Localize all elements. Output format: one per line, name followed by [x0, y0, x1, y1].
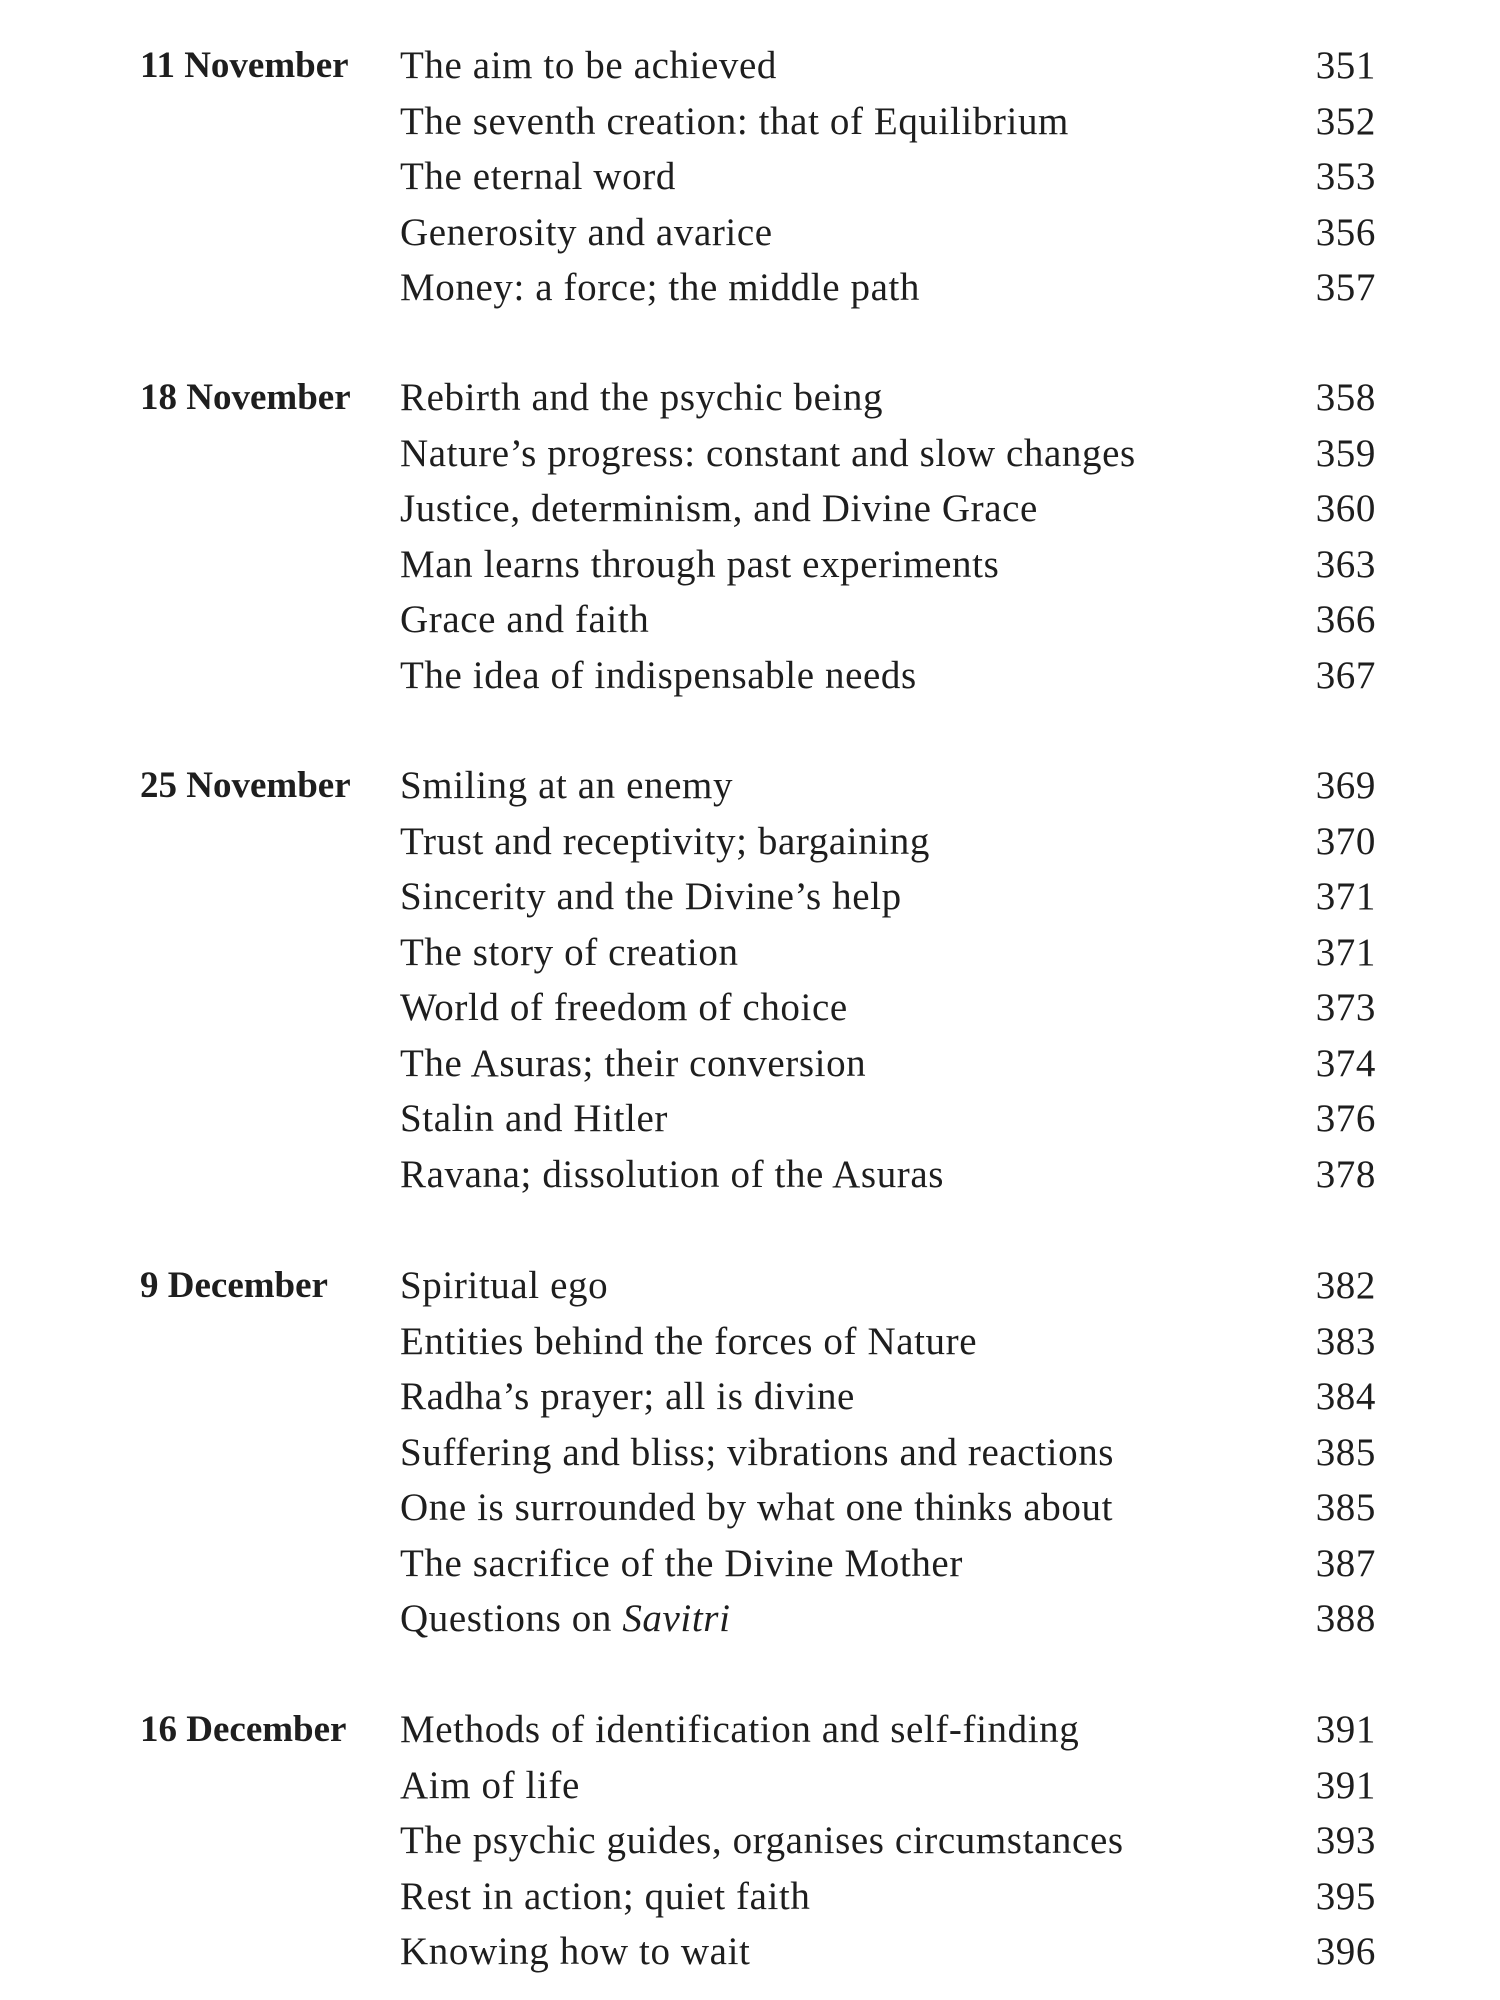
toc-section [0, 1702, 1500, 1980]
entry-title: The idea of indispensable needs [400, 653, 917, 697]
entry-title: Grace and faith [400, 598, 650, 641]
toc-section [0, 38, 1500, 316]
entry-title: Man learns through past experiments [400, 542, 1000, 586]
toc-entry [0, 1869, 1500, 1925]
entry-page-number: 376 [1315, 1097, 1376, 1140]
toc-entry [0, 1758, 1500, 1814]
entry-title: Entities behind the forces of Nature [400, 1319, 978, 1363]
entry-title: Radha’s prayer; all is divine [400, 1375, 855, 1418]
entry-title: Justice, determinism, and Divine Grace [400, 487, 1038, 530]
toc-entry [0, 1924, 1500, 1980]
toc-entry [0, 925, 1500, 981]
entry-page-number: 382 [1315, 1264, 1376, 1307]
entry-page-number: 388 [1315, 1597, 1376, 1640]
entry-title: World of freedom of choice [400, 986, 848, 1029]
entry-title: Generosity and avarice [400, 210, 773, 254]
entry-title [400, 1591, 731, 1647]
toc-entry [0, 592, 1500, 648]
entry-title: Money: a force; the middle path [400, 266, 921, 309]
section-date: 25 November [140, 765, 351, 806]
entry-title: The story of creation [400, 930, 739, 974]
entry-title: Aim of life [400, 1763, 580, 1807]
entry-title: Stalin and Hitler [400, 1097, 668, 1140]
entry-page-number: 371 [1315, 875, 1376, 918]
entry-title: The aim to be achieved [400, 44, 778, 87]
entry-title: Trust and receptivity; bargaining [400, 819, 930, 863]
toc-entry [0, 814, 1500, 870]
entry-page-number: 363 [1315, 542, 1376, 586]
toc-entry [0, 426, 1500, 482]
entry-title: Methods of identification and self-finding [400, 1708, 1080, 1751]
entry-page-number: 395 [1315, 1874, 1376, 1918]
toc-entry [0, 1702, 1500, 1758]
toc-entry [0, 481, 1500, 537]
toc-entry [0, 1314, 1500, 1370]
entry-page-number: 396 [1315, 1930, 1376, 1973]
entry-title: The seventh creation: that of Equilibrium [400, 99, 1069, 143]
entry-page-number: 356 [1315, 210, 1376, 254]
toc-entry [0, 1147, 1500, 1203]
toc-section [0, 758, 1500, 1202]
entry-title: The eternal word [400, 155, 676, 198]
toc-entry [0, 1369, 1500, 1425]
toc-entry [0, 1480, 1500, 1536]
toc-section [0, 1258, 1500, 1647]
entry-title: The Asuras; their conversion [400, 1041, 867, 1085]
toc-entry [0, 149, 1500, 205]
entry-title: Spiritual ego [400, 1264, 609, 1307]
toc-entry [0, 370, 1500, 426]
toc-section [0, 370, 1500, 703]
entry-page-number: 374 [1315, 1041, 1376, 1085]
entry-page-number: 385 [1315, 1430, 1376, 1474]
entry-page-number: 352 [1315, 99, 1376, 143]
toc-entry [0, 1813, 1500, 1869]
toc-entry [0, 1591, 1500, 1647]
entry-page-number: 387 [1315, 1541, 1376, 1585]
entry-title: Smiling at an enemy [400, 764, 734, 807]
entry-title: Rest in action; quiet faith [400, 1874, 811, 1918]
entry-page-number: 371 [1315, 930, 1376, 974]
entry-page-number: 370 [1315, 819, 1376, 863]
toc-entry [0, 260, 1500, 316]
entry-page-number: 357 [1315, 266, 1376, 309]
section-date: 16 December [140, 1709, 347, 1750]
entry-title: Nature’s progress: constant and slow changes [400, 431, 1136, 475]
entry-page-number: 393 [1315, 1819, 1376, 1862]
toc-entry [0, 94, 1500, 150]
entry-title: The psychic guides, organises circumstances [400, 1819, 1124, 1862]
entry-page-number: 383 [1315, 1319, 1376, 1363]
entry-title-text: Questions on [400, 1597, 623, 1640]
entry-page-number: 378 [1315, 1152, 1376, 1196]
entry-page-number: 367 [1315, 653, 1376, 697]
entry-page-number: 385 [1315, 1486, 1376, 1529]
entry-title: One is surrounded by what one thinks about [400, 1486, 1114, 1529]
entry-page-number: 373 [1315, 986, 1376, 1029]
toc-entry [0, 980, 1500, 1036]
toc-entry [0, 758, 1500, 814]
toc-entry [0, 38, 1500, 94]
section-date: 9 December [140, 1265, 328, 1306]
entry-title: Ravana; dissolution of the Asuras [400, 1152, 945, 1196]
toc-entry [0, 1036, 1500, 1092]
toc-entry [0, 205, 1500, 261]
entry-page-number: 353 [1315, 155, 1376, 198]
entry-page-number: 366 [1315, 598, 1376, 641]
toc-entry [0, 1258, 1500, 1314]
entry-page-number: 351 [1315, 44, 1376, 87]
entry-title: Sincerity and the Divine’s help [400, 875, 902, 918]
entry-title: Knowing how to wait [400, 1930, 751, 1973]
entry-title: Rebirth and the psychic being [400, 376, 884, 419]
entry-page-number: 391 [1315, 1708, 1376, 1751]
entry-title-italic: Savitri [622, 1597, 731, 1640]
section-date: 11 November [140, 45, 349, 86]
toc-entry [0, 537, 1500, 593]
entry-page-number: 360 [1315, 487, 1376, 530]
toc-entry [0, 1536, 1500, 1592]
entry-title: The sacrifice of the Divine Mother [400, 1541, 963, 1585]
toc-entry [0, 648, 1500, 704]
toc-entry [0, 1425, 1500, 1481]
entry-title: Suffering and bliss; vibrations and reactions [400, 1430, 1115, 1474]
entry-page-number: 358 [1315, 376, 1376, 419]
entry-page-number: 384 [1315, 1375, 1376, 1418]
entry-page-number: 391 [1315, 1763, 1376, 1807]
entry-page-number: 369 [1315, 764, 1376, 807]
entry-page-number: 359 [1315, 431, 1376, 475]
toc-entry [0, 869, 1500, 925]
toc-entry [0, 1091, 1500, 1147]
section-date: 18 November [140, 377, 351, 418]
